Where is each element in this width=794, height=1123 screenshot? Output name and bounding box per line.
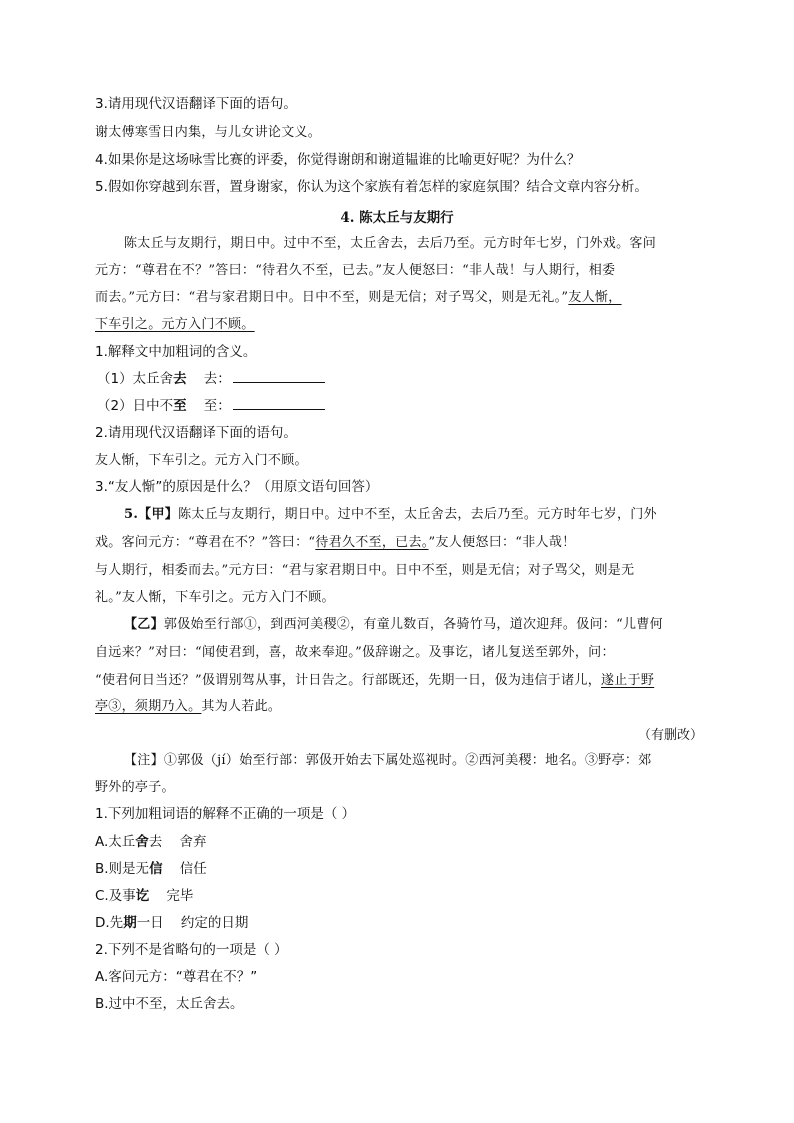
answer-blank[interactable] — [233, 370, 325, 383]
question-4: 4.如果你是这场咏雪比赛的评委，你觉得谢朗和谢道韫谁的比喻更好呢？为什么？ — [95, 152, 581, 168]
item-label: 至： — [203, 398, 231, 414]
item-prefix: （1）太丘舍 — [97, 371, 174, 387]
s4-q1-item-b — [97, 396, 325, 416]
option-text: A.太丘 — [95, 834, 136, 850]
s4-passage-text: 而去。”元方曰：“君与家君期日中。日中不至，则是无信；对子骂父，则是无礼。” — [95, 290, 569, 305]
s5-passage-text: ”友人便怒曰：“非人哉！ — [428, 535, 576, 550]
s4-question-2: 2.请用现代汉语翻译下面的语句。 — [95, 425, 297, 441]
s5-underlined-text: 遂止于野 — [601, 673, 655, 688]
s5-passage-line: 与人期行，相委而去。”元方曰：“君与家君期日中。日中不至，则是无信；对子骂父，则是无 — [95, 563, 635, 578]
bold-word: 去 — [173, 371, 187, 387]
s4-q1-item-a — [97, 369, 325, 389]
source-note: （有删改） — [637, 728, 703, 743]
item-prefix: （2）日中不 — [97, 398, 174, 414]
option-text: C.及事 — [95, 888, 136, 904]
option-text: D.先 — [95, 915, 124, 931]
mc1-option-b[interactable] — [95, 859, 207, 879]
item-label: 去： — [203, 371, 231, 387]
annotation-line: 野外的亭子。 — [95, 780, 175, 795]
option-text: 信任 — [162, 861, 207, 877]
s5-yi-text: 郭伋始至行部①，到西河美稷②，有童儿数百，各骑竹马，道次迎拜。伋问：“儿曹何 — [163, 617, 663, 632]
mc1-option-a[interactable] — [95, 832, 206, 852]
s5-yi-line: 自远来？”对曰：“闻使君到，喜，故来奉迎。”伋辞谢之。及事讫，诸儿复送至郭外，问： — [95, 645, 615, 660]
passage-jia-label: 【甲】 — [138, 507, 179, 522]
mc1-option-d[interactable] — [95, 913, 248, 933]
mc1-option-c[interactable] — [95, 886, 193, 906]
s5-underlined-text: 待君久不至，已去。 — [315, 535, 429, 550]
bold-word: 至 — [173, 398, 187, 414]
option-text: 一日 约定的日期 — [136, 915, 249, 931]
s4-question-2-text: 友人惭，下车引之。元方入门不顾。 — [95, 453, 308, 468]
question-5: 5.假如你穿越到东晋，置身谢家，你认为这个家族有着怎样的家庭氛围？结合文章内容分析。 — [95, 179, 648, 195]
section-5-number: 5. — [124, 507, 139, 522]
s4-passage-line: 元方：“尊君在不？”答曰：“待君久不至，已去。”友人便怒曰：“非人哉！与人期行，相委 — [95, 263, 616, 278]
s5-yi-line — [124, 615, 663, 635]
s4-underlined-text: 下车引之。元方入门不顾。 — [95, 317, 255, 332]
mc-question-2: 2.下列不是省略句的一项是（ ） — [95, 942, 288, 958]
bold-word: 期 — [123, 915, 137, 931]
s5-yi-line — [95, 697, 281, 717]
s5-passage-text: 戏。客问元方：“尊君在不？”答曰：“ — [95, 535, 316, 550]
bold-word: 讫 — [135, 888, 150, 904]
passage-yi-label: 【乙】 — [124, 617, 164, 632]
s4-passage-line: 陈太丘与友期行，期日中。过中不至，太丘舍去，去后乃至。元方时年七岁，门外戏。客问 — [124, 236, 657, 251]
s5-yi-text: “使君何日当还？”伋谓别驾从事，计日告之。行部既还，先期一日，伋为违信于诸儿， — [95, 673, 601, 688]
s5-passage-line — [124, 505, 657, 525]
s5-yi-line — [95, 671, 654, 691]
s5-passage-text: 陈太丘与友期行，期日中。过中不至，太丘舍去，去后乃至。元方时年七岁，门外 — [178, 507, 657, 522]
mc2-option-b[interactable]: B.过中不至，太丘舍去。 — [95, 996, 244, 1012]
answer-blank[interactable] — [233, 397, 325, 410]
s4-passage-line — [95, 315, 255, 335]
mc2-option-a[interactable]: A.客问元方：“尊君在不？” — [95, 969, 258, 985]
option-text: 完毕 — [149, 888, 194, 904]
s4-passage-line — [95, 288, 622, 308]
s5-passage-line — [95, 533, 575, 553]
bold-word: 信 — [149, 861, 163, 877]
mc-question-1: 1.下列加粗词语的解释不正确的一项是（ ） — [95, 806, 356, 822]
s4-question-3: 3.“友人惭”的原因是什么？（用原文语句回答） — [95, 479, 379, 495]
s5-passage-line: 礼。”友人惭，下车引之。元方入门不顾。 — [95, 590, 335, 605]
option-text: B.则是无 — [95, 861, 150, 877]
s5-yi-text: 其为人若此。 — [201, 699, 282, 714]
section-4-title: 4. 陈太丘与友期行 — [340, 210, 454, 226]
option-text: 去 舍弃 — [148, 834, 207, 850]
bold-word: 舍 — [135, 834, 149, 850]
annotation-line: 【注】①郭伋（jí）始至行部：郭伋开始去下属处巡视时。②西河美稷：地名。③野亭：郊 — [124, 753, 652, 768]
s4-question-1: 1.解释文中加粗词的含义。 — [95, 344, 257, 360]
question-3-text: 谢太傅寒雪日内集，与儿女讲论文义。 — [95, 125, 322, 140]
s4-underlined-text: 友人惭， — [568, 290, 622, 305]
question-3: 3.请用现代汉语翻译下面的语句。 — [95, 96, 297, 112]
s5-underlined-text: 亭③，须期乃入。 — [95, 699, 202, 714]
